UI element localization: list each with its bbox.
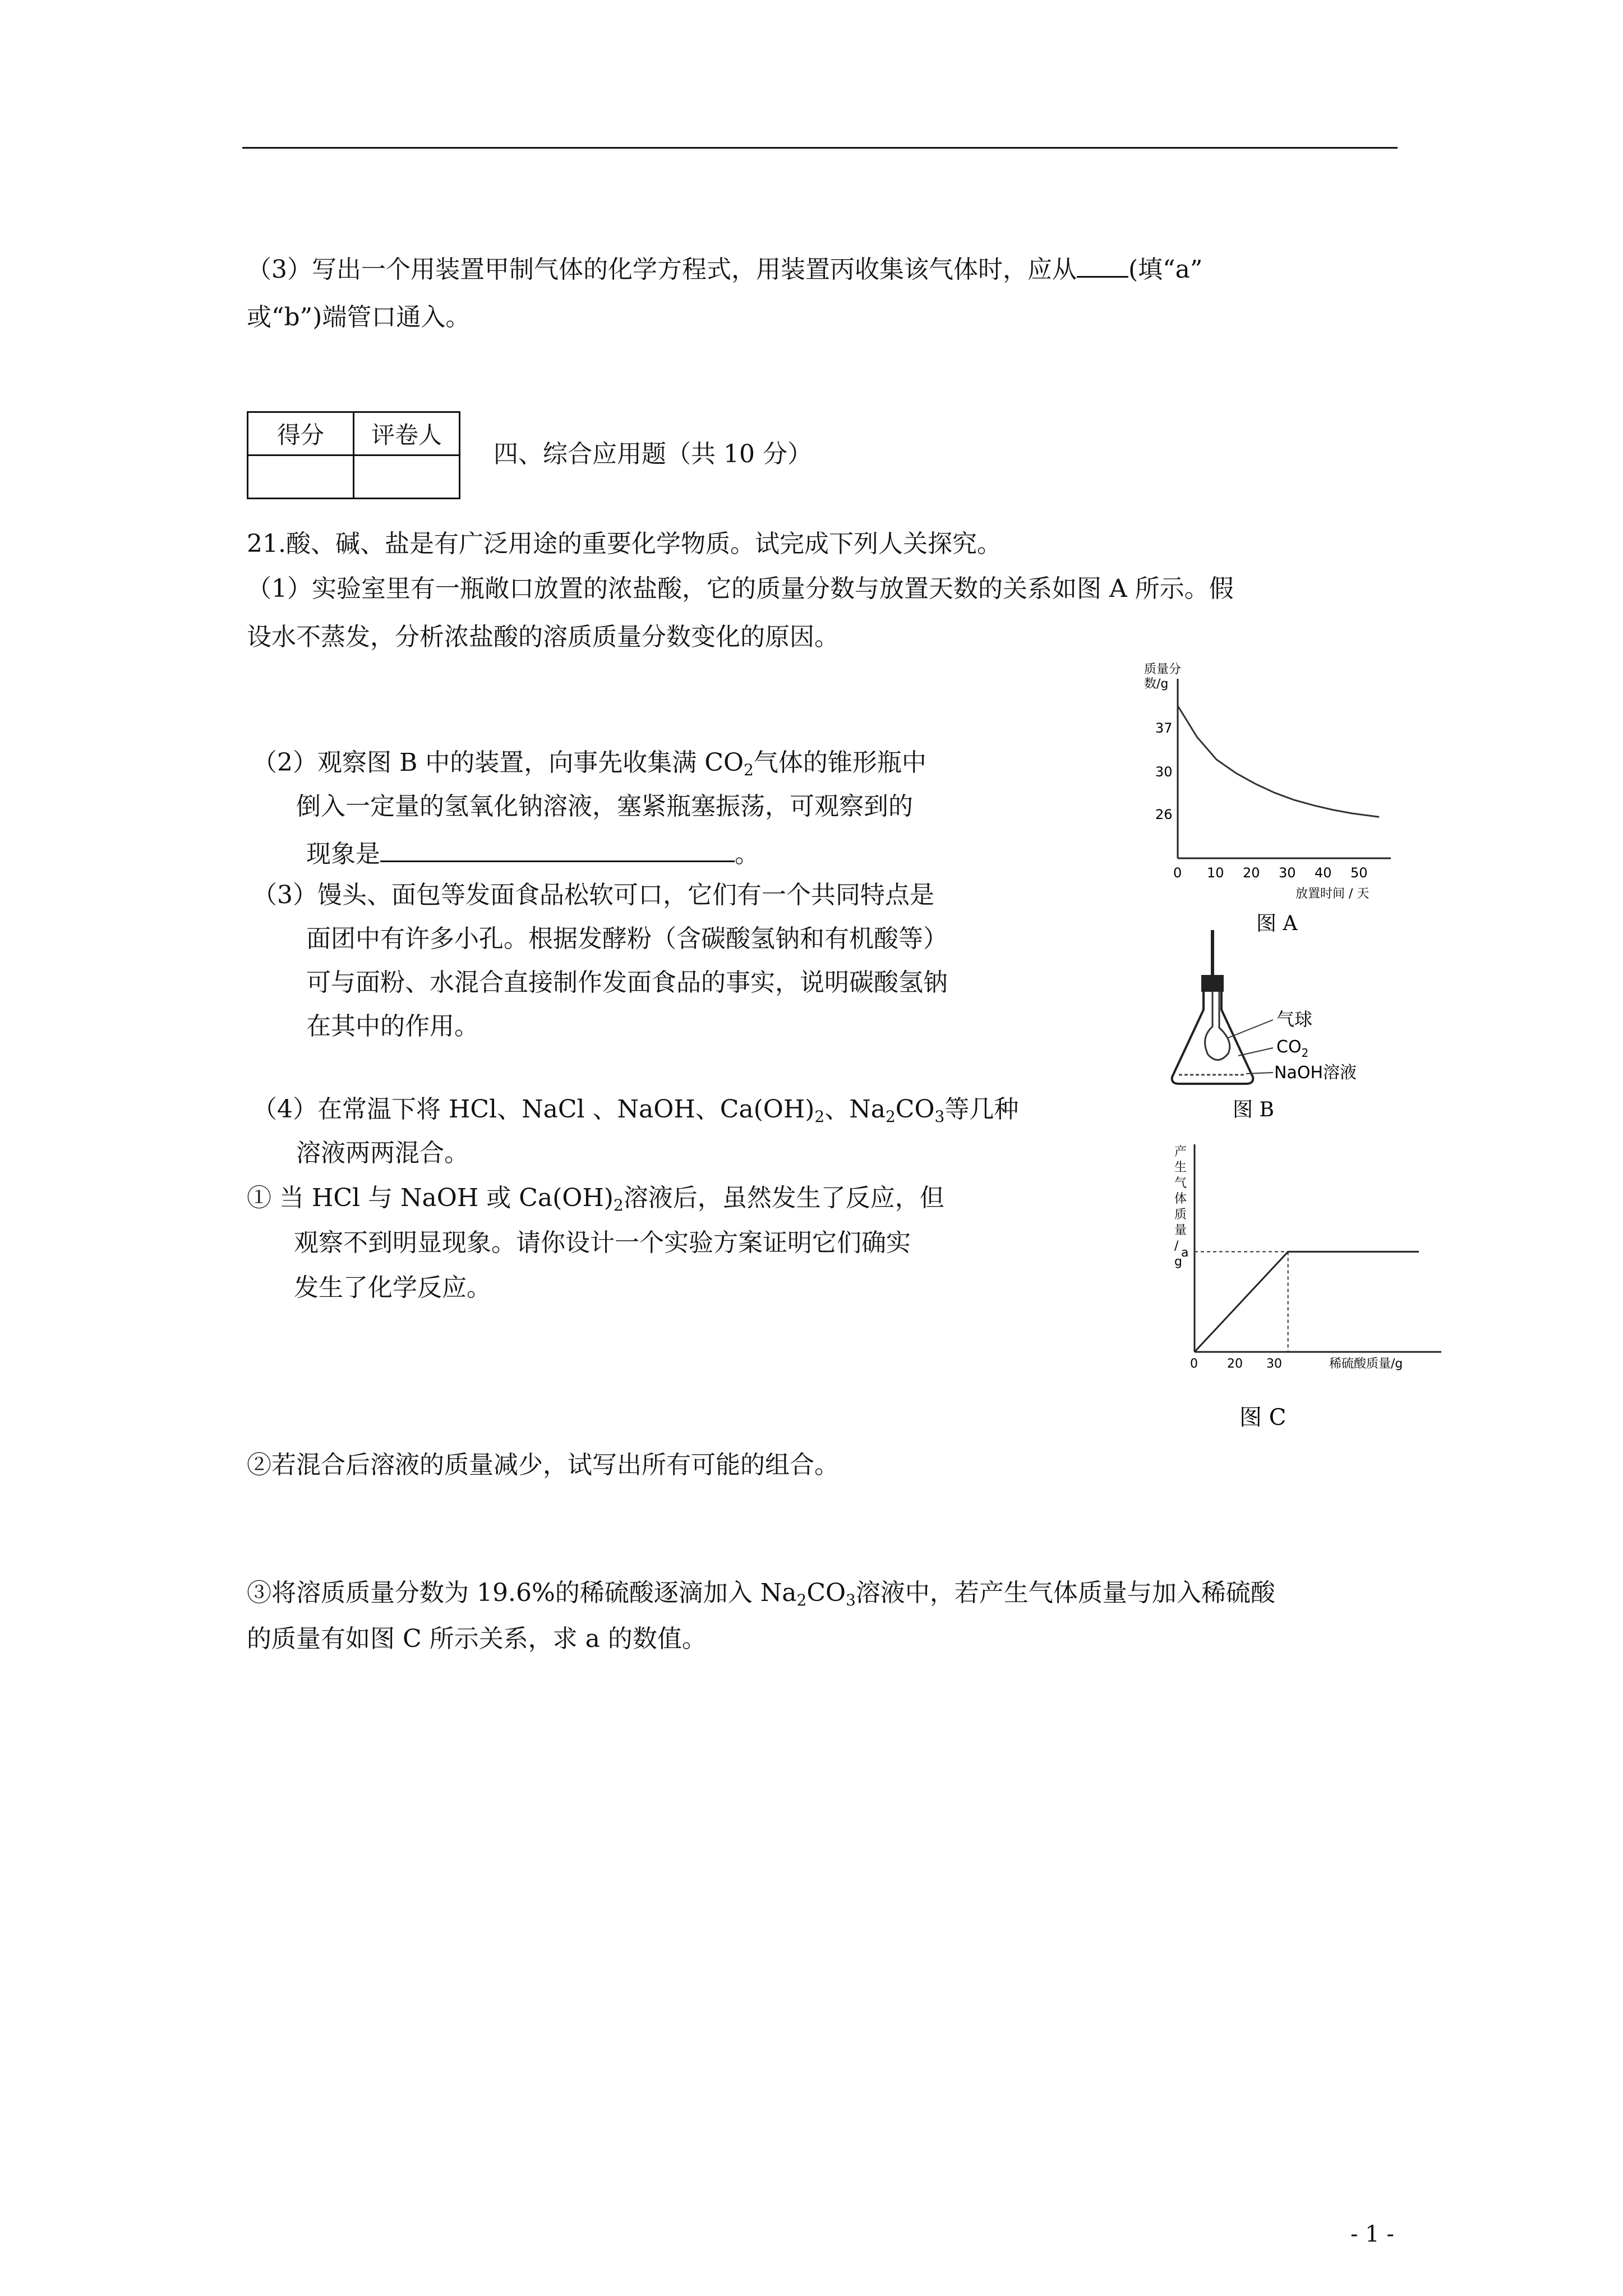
grader-cell[interactable] [354, 455, 460, 499]
figure-a-ylabel-2: 数/g [1144, 677, 1169, 691]
q21-p2-text-d: 。 [735, 840, 759, 868]
balloon [1205, 992, 1230, 1060]
q21-s1-line-1 [247, 1181, 944, 1215]
figure-a-ytick: 30 [1155, 764, 1173, 780]
figure-a-series-line [1178, 706, 1379, 817]
q21-s1-line-2: 观察不到明显现象。请你设计一个实验方案证明它们确实 [294, 1228, 911, 1257]
q21-s3-text-b: CO [806, 1579, 846, 1607]
figure-c-ylabel-char: / [1174, 1239, 1179, 1253]
page-number: - 1 - [1350, 2221, 1394, 2247]
label-co2-sub: 2 [1301, 1046, 1309, 1060]
q3-line-1 [247, 251, 1202, 287]
q21-s1-text-b: 溶液后，虽然发生了反应，但 [623, 1184, 944, 1212]
q21-s3-text-c: 溶液中，若产生气体质量与加入稀硫酸 [855, 1579, 1275, 1607]
q21-s3-sub-2: 3 [846, 1591, 856, 1609]
q21-p4-text-b: 、Na [824, 1095, 886, 1124]
q3-text-b: (填“a” [1128, 255, 1203, 284]
figure-c-ylabel-char: g [1174, 1255, 1182, 1269]
answer-blank[interactable] [1077, 251, 1128, 278]
q21-p3-line-3: 可与面粉、水混合直接制作发面食品的事实，说明碳酸氢钠 [306, 968, 948, 997]
figure-a-ytick: 37 [1155, 720, 1173, 736]
figure-c-ylabel-char: 生 [1174, 1161, 1187, 1175]
q21-p4-line-2: 溶液两两混合。 [296, 1139, 469, 1167]
q21-p4-line-1 [252, 1093, 1018, 1126]
q21-p1-line-2: 设水不蒸发，分析浓盐酸的溶质质量分数变化的原因。 [247, 623, 839, 651]
q21-p2-text-c: 现象是 [306, 840, 380, 868]
figure-c-series-line [1195, 1251, 1419, 1352]
figure-c [1127, 1133, 1453, 1436]
figure-c-ylabel-char: 量 [1174, 1223, 1187, 1237]
stopper [1201, 975, 1224, 992]
figure-b-apparatus [1166, 926, 1402, 1128]
q21-s3-line-1 [247, 1576, 1275, 1610]
figure-a [1088, 656, 1402, 937]
figure-c-xtick: 30 [1266, 1357, 1282, 1371]
label-balloon: 气球 [1276, 1009, 1313, 1030]
figure-a-xtick: 20 [1243, 865, 1260, 881]
q21-p4-text-c: CO [895, 1095, 935, 1124]
q21-s2: ②若混合后溶液的质量减少，试写出所有可能的组合。 [247, 1451, 839, 1479]
q21-intro: 21.酸、碱、盐是有广泛用途的重要化学物质。试完成下列人关探究。 [247, 530, 1002, 558]
figure-c-ylabel-char: 体 [1174, 1192, 1187, 1206]
score-header: 得分 [248, 412, 354, 455]
q21-p2-line-1 [252, 746, 926, 780]
figure-a-xtick: 40 [1315, 865, 1332, 881]
figure-a-xtick: 30 [1279, 865, 1296, 881]
figure-c-xlabel: 稀硫酸质量/g [1329, 1357, 1403, 1371]
leader-balloon [1228, 1020, 1273, 1038]
figure-c-ylabel-char: 产 [1174, 1145, 1187, 1159]
q21-s1-line-3: 发生了化学反应。 [294, 1273, 491, 1302]
q21-p4-sub-1: 2 [814, 1107, 825, 1126]
q21-p2-text-a: （2）观察图 B 中的装置，向事先收集满 CO [252, 748, 744, 777]
q21-p2-line-3 [306, 836, 759, 871]
q21-p2-sub: 2 [744, 761, 754, 779]
section-title: 四、综合应用题（共 10 分） [494, 440, 812, 468]
leader-co2 [1238, 1048, 1273, 1056]
figure-c-chart [1127, 1133, 1453, 1436]
q21-p1-line-1: （1）实验室里有一瓶敞口放置的浓盐酸，它的质量分数与放置天数的关系如图 A 所示。假 [247, 574, 1234, 603]
q21-s1-sub: 2 [613, 1196, 624, 1214]
label-co2-text: CO [1276, 1037, 1302, 1057]
q21-p4-text-a: （4）在常温下将 HCl、NaCl 、NaOH、Ca(OH) [252, 1095, 815, 1124]
q3-line-2: 或“b”)端管口通入。 [247, 303, 471, 332]
figure-c-ylabel-char: 质 [1174, 1208, 1187, 1222]
q21-p3-line-4: 在其中的作用。 [306, 1012, 479, 1041]
q21-s3-line-2: 的质量有如图 C 所示关系，求 a 的数值。 [247, 1625, 707, 1653]
figure-b [1166, 926, 1402, 1128]
q21-p4-text-d: 等几种 [944, 1095, 1019, 1124]
label-co2 [1276, 1037, 1308, 1060]
q21-s1-text-a: ① 当 HCl 与 NaOH 或 Ca(OH) [247, 1184, 614, 1212]
figure-c-caption: 图 C [1239, 1405, 1287, 1430]
label-naoh: NaOH溶液 [1274, 1063, 1357, 1083]
figure-b-caption: 图 B [1233, 1098, 1274, 1121]
figure-c-ylabel-char: 气 [1174, 1176, 1187, 1190]
q21-p2-text-b: 气体的锥形瓶中 [753, 748, 926, 777]
figure-a-ytick: 26 [1155, 807, 1173, 822]
q21-p3-line-1: （3）馒头、面包等发面食品松软可口，它们有一个共同特点是 [252, 881, 934, 909]
figure-a-xlabel: 放置时间 / 天 [1295, 887, 1370, 901]
figure-a-chart [1088, 656, 1402, 937]
q21-p3-line-2: 面团中有许多小孔。根据发酵粉（含碳酸氢钠和有机酸等） [306, 924, 948, 953]
figure-a-ylabel-1: 质量分 [1144, 662, 1182, 677]
figure-a-xtick: 50 [1350, 865, 1368, 881]
phenomenon-blank[interactable] [380, 836, 735, 862]
q21-s3-text-a: ③将溶质质量分数为 19.6%的稀硫酸逐滴加入 Na [247, 1579, 797, 1607]
figure-a-xtick: 10 [1207, 865, 1224, 881]
q21-p4-sub-2: 2 [885, 1107, 896, 1126]
q21-p4-sub-3: 3 [934, 1107, 945, 1126]
q21-p2-line-2: 倒入一定量的氢氧化钠溶液，塞紧瓶塞振荡，可观察到的 [296, 792, 913, 821]
figure-c-xtick: 0 [1190, 1357, 1198, 1371]
figure-c-ytick-a: a [1181, 1246, 1189, 1260]
header-rule [242, 147, 1398, 149]
figure-c-xtick: 20 [1227, 1357, 1243, 1371]
figure-a-xtick: 0 [1173, 865, 1182, 881]
q21-s3-sub-1: 2 [796, 1591, 807, 1609]
q3-text-a: （3）写出一个用装置甲制气体的化学方程式，用装置丙收集该气体时，应从 [247, 255, 1077, 284]
score-cell[interactable] [248, 455, 354, 499]
grader-header: 评卷人 [354, 412, 460, 455]
figure-a-caption: 图 A [1256, 912, 1298, 935]
score-table [247, 411, 460, 499]
